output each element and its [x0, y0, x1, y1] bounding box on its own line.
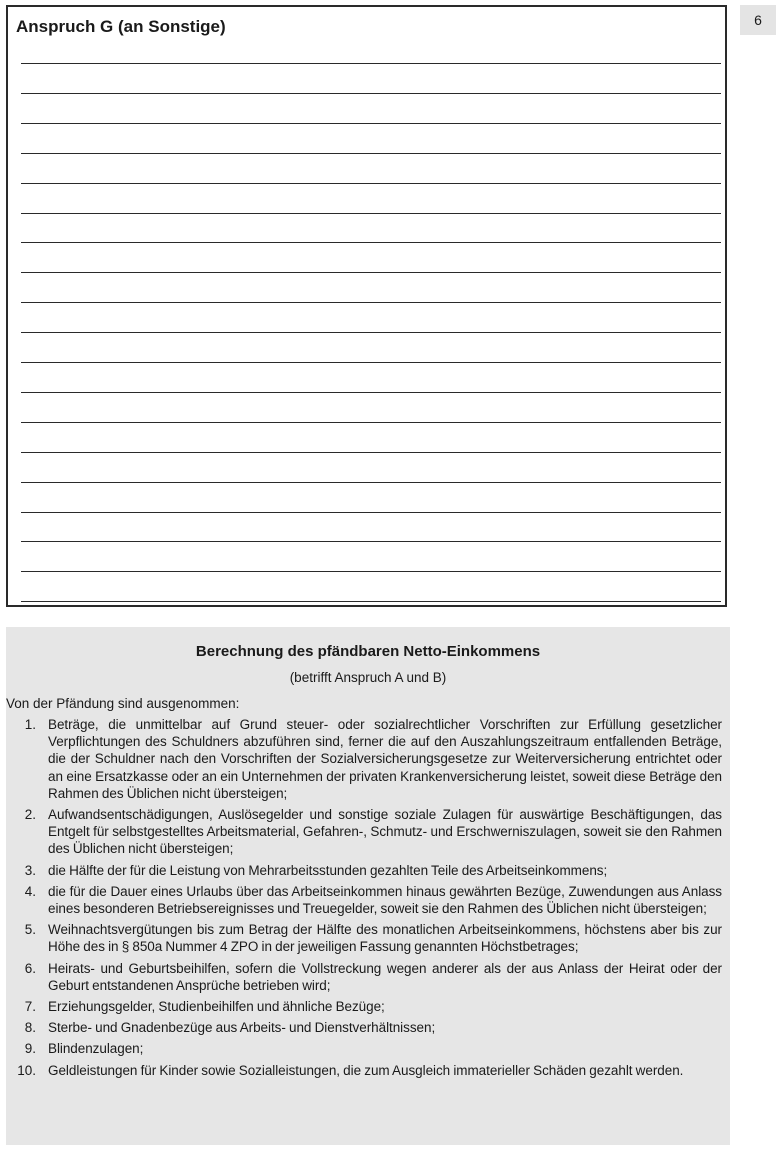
exemption-list-item [6, 1019, 730, 1036]
exemption-item-number: 3. [24, 862, 36, 878]
exemption-list-item [6, 960, 730, 994]
calculation-subtitle: (betrifft Anspruch A und B) [289, 670, 447, 685]
writing-line [21, 422, 721, 423]
exemption-item-text: Weihnachtsvergütungen bis zum Betrag der Hälfte des monatlichen Arbeitseinkommens, höchstens aber bis zur Höhe des in § 850a Nummer 4 ZPO in der jeweiligen Fassung genannten Höchstbetrages; [48, 922, 722, 955]
writing-line [21, 452, 721, 453]
calculation-title: Berechnung des pfändbaren Netto-Einkommens [195, 643, 541, 660]
exemption-item-number: 9. [24, 1041, 36, 1057]
writing-line [21, 482, 721, 483]
writing-line [21, 93, 721, 94]
exemption-item-text: Erziehungsgelder, Studienbeihilfen und ähnliche Bezüge; [48, 999, 385, 1015]
exemption-item-number: 5. [24, 922, 36, 938]
writing-line [21, 272, 721, 273]
exemption-item-text: die für die Dauer eines Urlaubs über das Arbeitseinkommen hinaus gewährten Bezüge, Zuwendungen aus Anlass eines besonderen Betriebsereignisses und Treuegelder, soweit sie den Rahmen des Üblichen nicht übersteigen; [48, 883, 722, 917]
exemption-item-text: die Hälfte der für die Leistung von Mehrarbeitsstunden gezahlten Teile des Arbeitseinkommens; [48, 862, 608, 878]
writing-line [21, 123, 721, 124]
exemption-list-item [6, 1062, 730, 1079]
exemption-item-text: Beträge, die unmittelbar auf Grund steuer- oder sozialrechtlicher Vorschriften zur Erfüllung gesetzlicher Verpflichtungen des Schuldners abzuführen sind, ferner die auf den Auszahlungszeitraum entfallenden Beträge, die der Schuldner nach den Vorschriften der Sozialversicherungsgesetze zur Weiterversicherung entrichtet oder an eine Ersatzkasse oder an ein Unternehmen der privaten Krankenversicherung leistet, soweit diese Beträge den Rahmen des Üblichen nicht übersteigen; [48, 717, 722, 801]
writing-line [21, 601, 721, 602]
page-number: 6 [754, 12, 762, 28]
writing-line [21, 512, 721, 513]
exemption-list-item [6, 883, 730, 917]
writing-line [21, 362, 721, 363]
exemption-item-text: Blindenzulagen; [48, 1041, 144, 1057]
exemption-item-text: Sterbe- und Gnadenbezüge aus Arbeits- und Dienstverhältnissen; [48, 1020, 436, 1036]
exemption-item-number: 10. [17, 1062, 36, 1078]
exemption-list-item [6, 716, 730, 802]
exemption-item-number: 6. [24, 960, 36, 976]
exemption-list-item [6, 862, 730, 879]
writing-line [21, 571, 721, 572]
writing-line [21, 63, 721, 64]
claim-g-writing-lines[interactable] [21, 7, 721, 605]
writing-line [21, 242, 721, 243]
exemption-item-text: Aufwandsentschädigungen, Auslösegelder und sonstige soziale Zulagen für auswärtige Beschäftigungen, das Entgelt für selbstgestelltes Arbeitsmaterial, Gefahren-, Schmutz- und Erschwerniszulagen, soweit sie den Rahmen des Üblichen nicht übersteigen; [48, 807, 722, 857]
writing-line [21, 213, 721, 214]
exemption-list-item [6, 921, 730, 955]
exemption-list-item [6, 1040, 730, 1057]
writing-line [21, 541, 721, 542]
claim-g-title: Anspruch G (an Sonstige) [16, 17, 226, 36]
exemption-item-number: 4. [24, 883, 36, 899]
page-number-badge [740, 5, 776, 35]
writing-line [21, 302, 721, 303]
exemption-item-number: 7. [24, 999, 36, 1015]
exemption-item-number: 8. [24, 1020, 36, 1036]
exemption-item-number: 1. [24, 717, 36, 732]
calculation-intro: Von der Pfändung sind ausgenommen: [6, 696, 240, 711]
exemption-item-text: Geldleistungen für Kinder sowie Sozialleistungen, die zum Ausgleich immaterieller Schäden gezahlt werden. [48, 1062, 684, 1078]
claim-g-box [6, 5, 727, 607]
exemption-item-number: 2. [24, 807, 36, 823]
exemption-list-item [6, 998, 730, 1015]
writing-line [21, 153, 721, 154]
exemption-item-text: Heirats- und Geburtsbeihilfen, sofern die Vollstreckung wegen anderer als der aus Anlass der Heirat oder der Geburt entstandenen Ansprüche betrieben wird; [48, 960, 722, 993]
writing-line [21, 332, 721, 333]
writing-line [21, 183, 721, 184]
writing-line [21, 392, 721, 393]
calculation-info-section [6, 627, 730, 1145]
exemption-list-item [6, 806, 730, 858]
exemption-list [6, 716, 730, 1083]
